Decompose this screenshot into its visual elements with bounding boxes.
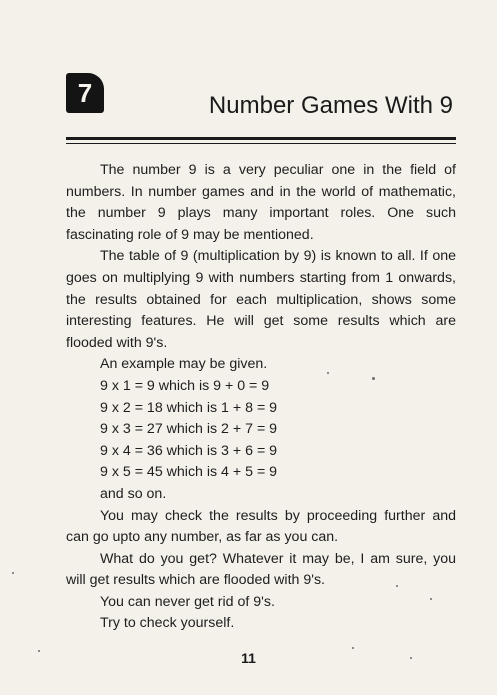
line-never: You can never get rid of 9's. [100, 593, 275, 610]
header-rule-thin [66, 143, 456, 144]
chapter-title: Number Games With 9 [208, 92, 453, 119]
line-try: Try to check yourself. [100, 615, 235, 632]
example-line: 9 x 1 = 9 which is 9 + 0 = 9 [100, 377, 270, 394]
example-line: 9 x 2 = 18 which is 1 + 8 = 9 [100, 399, 278, 416]
scan-speck [352, 647, 354, 649]
paragraph-table: The table of 9 (multiplication by 9) is known to all. If one goes on multiplying 9 with numbers starting from 1 onwards, the results obtained for each multiplication, shows some interesting features. He will get some results which are flooded with 9's. [66, 248, 456, 351]
chapter-number-badge: 7 [66, 73, 104, 113]
and-so-on: and so on. [100, 485, 167, 502]
example-line: 9 x 5 = 45 which is 4 + 5 = 9 [100, 464, 278, 481]
scan-speck [430, 598, 432, 600]
paragraph-question: What do you get? Whatever it may be, I am sure, you will get results which are flooded with 9's. [66, 550, 456, 589]
paragraph-intro: The number 9 is a very peculiar one in the field of numbers. In number games and in the world of mathematic, the number 9 plays many important roles. One such fascinating role of 9 may be mentioned. [66, 162, 456, 243]
scan-speck [372, 377, 375, 380]
scan-speck [410, 657, 412, 659]
scan-speck [327, 372, 329, 374]
example-line: 9 x 3 = 27 which is 2 + 7 = 9 [100, 421, 278, 438]
page-number: 11 [241, 650, 256, 666]
header-rule-thick [66, 137, 456, 140]
chapter-body [66, 160, 456, 635]
example-list [66, 376, 456, 484]
example-line: 9 x 4 = 36 which is 3 + 6 = 9 [100, 442, 278, 459]
scan-speck [396, 585, 398, 587]
example-intro: An example may be given. [100, 356, 268, 373]
scan-speck [12, 572, 14, 574]
paragraph-check: You may check the results by proceeding further and can go upto any number, as far as you can. [66, 507, 456, 546]
scan-speck [38, 650, 40, 652]
